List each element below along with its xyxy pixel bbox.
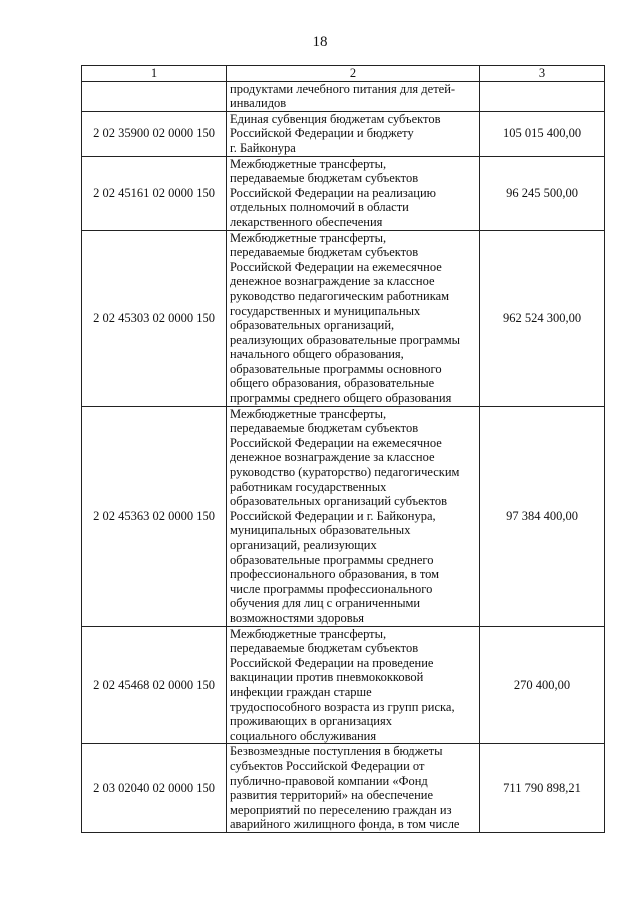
- description-line: социального обслуживания: [230, 728, 377, 743]
- revenue-description: [227, 230, 480, 406]
- description-line: Российской Федерации и г. Байконура,: [230, 508, 436, 523]
- revenue-code: 2 02 45363 02 0000 150: [82, 406, 227, 626]
- table-row: [82, 111, 605, 156]
- description-line: муниципальных образовательных: [230, 523, 411, 538]
- revenue-amount: 962 524 300,00: [480, 230, 605, 406]
- description-line: передаваемые бюджетам субъектов: [230, 245, 419, 260]
- description-line: программы среднего общего образования: [230, 391, 452, 406]
- description-line: денежное вознаграждение за классное: [230, 450, 435, 465]
- description-line: возможностями здоровья: [230, 610, 365, 625]
- revenue-amount: 97 384 400,00: [480, 406, 605, 626]
- page-number: 18: [312, 34, 328, 50]
- description-line: профессионального образования, в том: [230, 567, 440, 582]
- description-line: Межбюджетные трансферты,: [230, 230, 387, 245]
- description-line: проживающих в организациях: [230, 714, 392, 729]
- description-line: передаваемые бюджетам субъектов: [230, 641, 419, 656]
- description-line: образовательные программы основного: [230, 361, 442, 376]
- column-number-2: 2: [227, 66, 480, 82]
- revenue-amount: 105 015 400,00: [480, 111, 605, 156]
- description-line: государственных и муниципальных: [230, 303, 421, 318]
- revenue-amount: [480, 81, 605, 111]
- description-line: субъектов Российской Федерации от: [230, 758, 425, 773]
- description-line: числе программы профессионального: [230, 581, 433, 596]
- budget-table: [81, 65, 605, 833]
- description-line: Единая субвенция бюджетам субъектов: [230, 111, 441, 126]
- revenue-description: [227, 626, 480, 744]
- description-line: передаваемые бюджетам субъектов: [230, 421, 419, 436]
- table-row: [82, 230, 605, 406]
- table-row: [82, 156, 605, 230]
- description-line: передаваемые бюджетам субъектов: [230, 171, 419, 186]
- column-number-1: 1: [82, 66, 227, 82]
- description-line: организаций, реализующих: [230, 538, 377, 552]
- description-line: Российской Федерации на ежемесячное: [230, 259, 442, 274]
- revenue-code: 2 02 45161 02 0000 150: [82, 156, 227, 230]
- description-line: образовательные программы среднего: [230, 552, 434, 567]
- description-line: Российской Федерации на ежемесячное: [230, 435, 442, 450]
- revenue-code: 2 02 45468 02 0000 150: [82, 626, 227, 744]
- table-row: [82, 744, 605, 833]
- revenue-description: [227, 81, 480, 111]
- description-line: Безвозмездные поступления в бюджеты: [230, 744, 443, 759]
- revenue-description: [227, 111, 480, 156]
- description-line: аварийного жилищного фонда, в том числе: [230, 817, 460, 832]
- description-line: Межбюджетные трансферты,: [230, 406, 387, 421]
- revenue-description: [227, 744, 480, 833]
- description-line: Российской Федерации на реализацию: [230, 185, 436, 200]
- column-number-3: 3: [480, 66, 605, 82]
- description-line: инфекции граждан старше: [230, 684, 372, 699]
- revenue-description: [227, 156, 480, 230]
- description-line: Российской Федерации и бюджету: [230, 126, 414, 141]
- description-line: денежное вознаграждение за классное: [230, 274, 435, 289]
- description-line: реализующих образовательные программы: [230, 332, 461, 347]
- description-line: инвалидов: [230, 96, 287, 111]
- column-number-row: [82, 66, 605, 82]
- description-line: лекарственного обеспечения: [230, 214, 383, 229]
- description-line: руководство педагогическим работникам: [230, 288, 450, 303]
- description-line: трудоспособного возраста из групп риска,: [230, 699, 455, 714]
- description-line: общего образования, образовательные: [230, 376, 435, 391]
- description-line: Межбюджетные трансферты,: [230, 626, 387, 641]
- revenue-code: 2 02 45303 02 0000 150: [82, 230, 227, 406]
- revenue-description: [227, 406, 480, 626]
- revenue-code: [82, 81, 227, 111]
- description-line: образовательных организаций,: [230, 318, 395, 333]
- description-line: Российской Федерации на проведение: [230, 655, 434, 670]
- table-row: [82, 81, 605, 111]
- revenue-amount: 96 245 500,00: [480, 156, 605, 230]
- revenue-amount: 270 400,00: [480, 626, 605, 744]
- description-line: вакцинации против пневмококковой: [230, 670, 424, 685]
- description-line: работникам государственных: [230, 479, 387, 494]
- table-row: [82, 406, 605, 626]
- revenue-code: 2 03 02040 02 0000 150: [82, 744, 227, 833]
- description-line: мероприятий по переселению граждан из: [230, 802, 452, 817]
- description-line: образовательных организаций субъектов: [230, 494, 448, 509]
- description-line: продуктами лечебного питания для детей-: [230, 81, 456, 96]
- description-line: обучения для лиц с ограниченными: [230, 596, 421, 611]
- description-line: начального общего образования,: [230, 347, 404, 362]
- description-line: отдельных полномочий в области: [230, 200, 409, 215]
- description-line: Межбюджетные трансферты,: [230, 156, 387, 171]
- table-row: [82, 626, 605, 744]
- description-line: руководство (кураторство) педагогическим: [230, 465, 460, 480]
- description-line: публично-правовой компании «Фонд: [230, 773, 428, 788]
- revenue-code: 2 02 35900 02 0000 150: [82, 111, 227, 156]
- revenue-amount: 711 790 898,21: [480, 744, 605, 833]
- description-line: г. Байконура: [230, 140, 296, 155]
- description-line: развития территорий» на обеспечение: [230, 788, 434, 803]
